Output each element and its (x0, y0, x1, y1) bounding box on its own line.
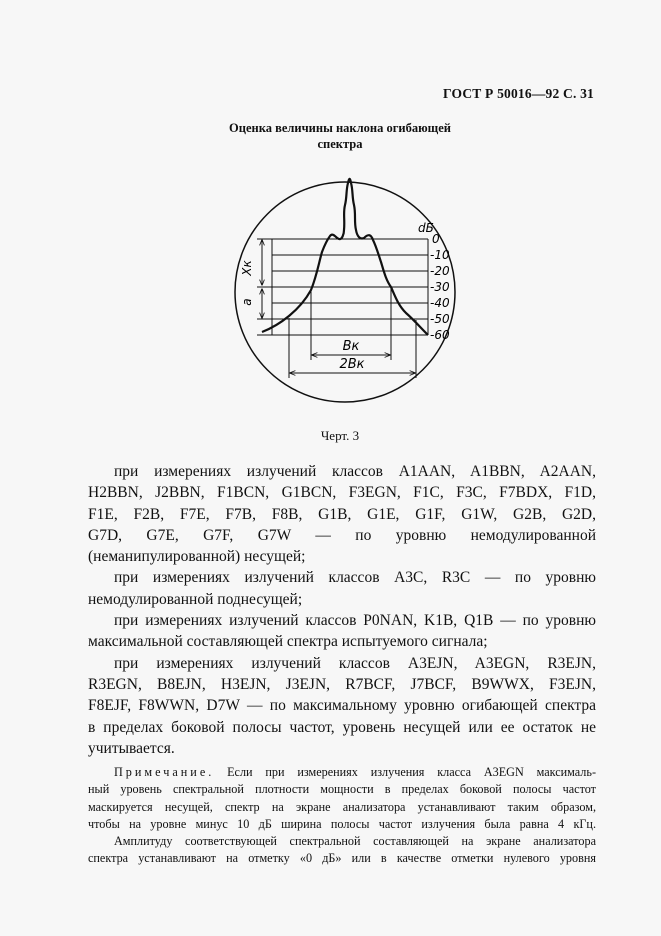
spectrum-envelope-curve (262, 179, 428, 335)
paragraph-1-line-1: при измерениях излучений классов A1AAN, A1BBN, A2AAN, (114, 463, 596, 480)
figure-title-line-1: Оценка величины наклона огибающей (229, 121, 451, 135)
note-label: Примечание. (114, 765, 215, 779)
note-para2-line-1: Амплитуду соответствующей спектральной составляющей на экране анализатора (114, 834, 596, 849)
db-scale (430, 232, 450, 342)
body-text (88, 461, 596, 759)
paragraph-4-line-5: учитывается. (88, 739, 175, 757)
paragraph-4-line-1: при измерениях излучений классов A3EJN, A3EGN, R3EJN, (114, 654, 596, 672)
paragraph-1-line-4: G7D, G7E, G7F, G7W — по уровню немодулированной (88, 526, 596, 544)
label-a: a (240, 298, 254, 306)
figure-title (190, 120, 490, 152)
svg-text:-10: -10 (430, 248, 450, 262)
note-line-4: чтобы на уровне минус 10 дБ ширина полосы частот излучения была равна 4 кГц. (88, 816, 596, 831)
note-line-1: Примечание. Если при измерениях излучения класса A3EGN максималь- (114, 765, 597, 779)
label-xk: Xк (240, 260, 254, 276)
paragraph-2-line-2: немодулированной поднесущей; (88, 590, 303, 608)
paragraph-3-line-2: максимальной составляющей спектра испытуемого сигнала; (88, 633, 488, 651)
note-para2-line-2: спектра устанавливают на отметку «0 дБ» или в качестве отметки нулевого уровня (88, 851, 596, 866)
paragraph-2-line-1: при измерениях излучений классов A3C, R3C — по уровню (114, 569, 596, 587)
paragraph-4-line-2: R3EGN, B8EJN, H3EJN, J3EJN, R7BCF, J7BCF, B9WWX, F3EJN, (88, 675, 596, 693)
document-header: ГОСТ Р 50016—92 С. 31 (443, 86, 594, 101)
svg-text:-40: -40 (430, 296, 450, 310)
db-unit-label: dБ (418, 221, 434, 235)
paragraph-1-line-2: H2BBN, J2BBN, F1BCN, G1BCN, F3EGN, F1C, F3C, F7BDX, F1D, (88, 484, 596, 502)
spectrum-envelope-diagram (225, 165, 465, 425)
paragraph-1-line-3: F1E, F2B, F7E, F7B, F8B, G1B, G1E, G1F, G1W, G2B, G2D, (88, 505, 596, 523)
note-line-3: маскируется несущей, спектр на экране анализатора устанавливают таким образом, (88, 799, 596, 814)
svg-text:-20: -20 (430, 264, 450, 278)
paragraph-4-line-3: F8EJF, F8WWN, D7W — по максимальному уровню огибающей спектра (88, 697, 596, 715)
label-2bk: 2Bк (339, 357, 365, 372)
svg-text:-50: -50 (430, 312, 450, 326)
figure-title-line-2: спектра (317, 137, 363, 151)
svg-text:-30: -30 (430, 280, 450, 294)
label-bk: Bк (342, 339, 360, 354)
figure-caption: Черт. 3 (320, 428, 360, 443)
paragraph-1-line-5: (неманипулированной) несущей; (88, 548, 306, 566)
note-line-2: ный уровень спектральной плотности мощности в пределах боковой полосы частот (88, 782, 596, 797)
note-block (88, 764, 596, 868)
paragraph-4-line-4: в пределах боковой полосы частот, уровень несущей или ее остаток не (88, 718, 596, 736)
svg-text:0: 0 (432, 232, 440, 246)
svg-text:-60: -60 (430, 328, 450, 342)
paragraph-3-line-1: при измерениях излучений классов P0NAN, K1B, Q1B — по уровню (114, 612, 596, 630)
